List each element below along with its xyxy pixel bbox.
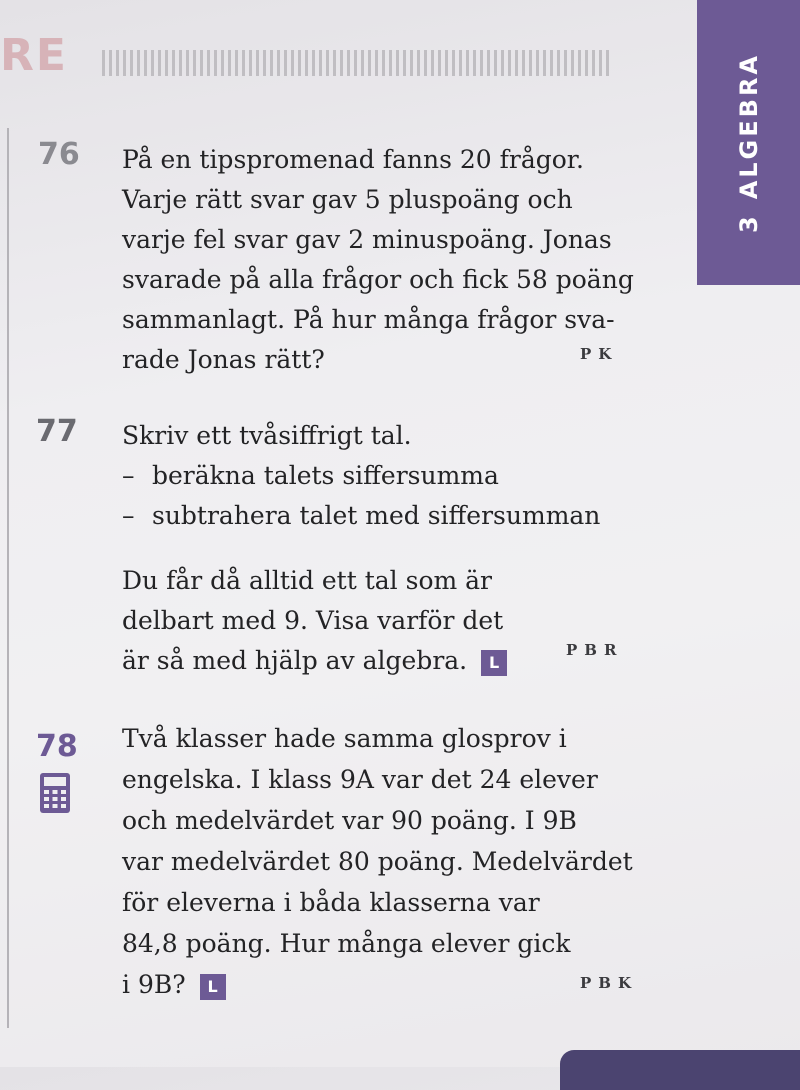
text-line: och medelvärdet var 90 poäng. I 9B (122, 806, 577, 835)
problem-number-76: 76 (38, 137, 80, 172)
header-decoration (102, 50, 612, 76)
text-line: engelska. I klass 9A var det 24 elever (122, 765, 598, 794)
level-badge: L (481, 650, 507, 676)
list-item (122, 496, 600, 536)
list-item-text: subtrahera talet med siffersumman (152, 501, 601, 530)
problem-78-text (122, 718, 633, 1005)
calculator-icon (39, 772, 71, 814)
chapter-number: 3 (734, 212, 763, 233)
text-line: På en tipspromenad fanns 20 frågor. (122, 145, 584, 174)
header-fragment: RE (0, 30, 68, 81)
text-line: 84,8 poäng. Hur många elever gick (122, 929, 571, 958)
problem-77-tags: PBR (566, 641, 624, 659)
text-line: svarade på alla frågor och fick 58 poäng (122, 265, 634, 294)
margin-rule (7, 128, 9, 1028)
list-dash: – (122, 461, 135, 490)
problem-number-78: 78 (36, 729, 78, 764)
text-line: Två klasser hade samma glosprov i (122, 724, 567, 753)
text-line: varje fel svar gav 2 minuspoäng. Jonas (122, 225, 612, 254)
list-item (122, 456, 600, 496)
problem-77-conclusion (122, 561, 507, 681)
level-badge: L (200, 974, 226, 1000)
list-dash: – (122, 501, 135, 530)
problem-76-text (122, 140, 634, 380)
text-line: Du får då alltid ett tal som är (122, 566, 493, 595)
text-line: var medelvärdet 80 poäng. Medelvärdet (122, 847, 633, 876)
text-line: Varje rätt svar gav 5 pluspoäng och (122, 185, 573, 214)
text-line: Skriv ett tvåsiffrigt tal. (122, 421, 412, 450)
problem-77-text (122, 416, 600, 536)
list-item-text: beräkna talets siffersumma (152, 461, 499, 490)
text-line: sammanlagt. På hur många frågor sva- (122, 305, 615, 334)
text-line: i 9B? (122, 970, 186, 999)
chapter-tab (697, 0, 800, 285)
problem-76-tags: PK (580, 345, 619, 363)
problem-number-77: 77 (36, 414, 78, 449)
text-line: rade Jonas rätt? (122, 345, 325, 374)
page-bottom-decoration (560, 1050, 800, 1090)
text-line: för eleverna i båda klasserna var (122, 888, 540, 917)
text-line: delbart med 9. Visa varför det (122, 606, 504, 635)
text-line: är så med hjälp av algebra. (122, 646, 468, 675)
problem-78-tags: PBK (580, 974, 638, 992)
chapter-title: ALGEBRA (734, 52, 763, 199)
chapter-tab-label (735, 52, 763, 232)
